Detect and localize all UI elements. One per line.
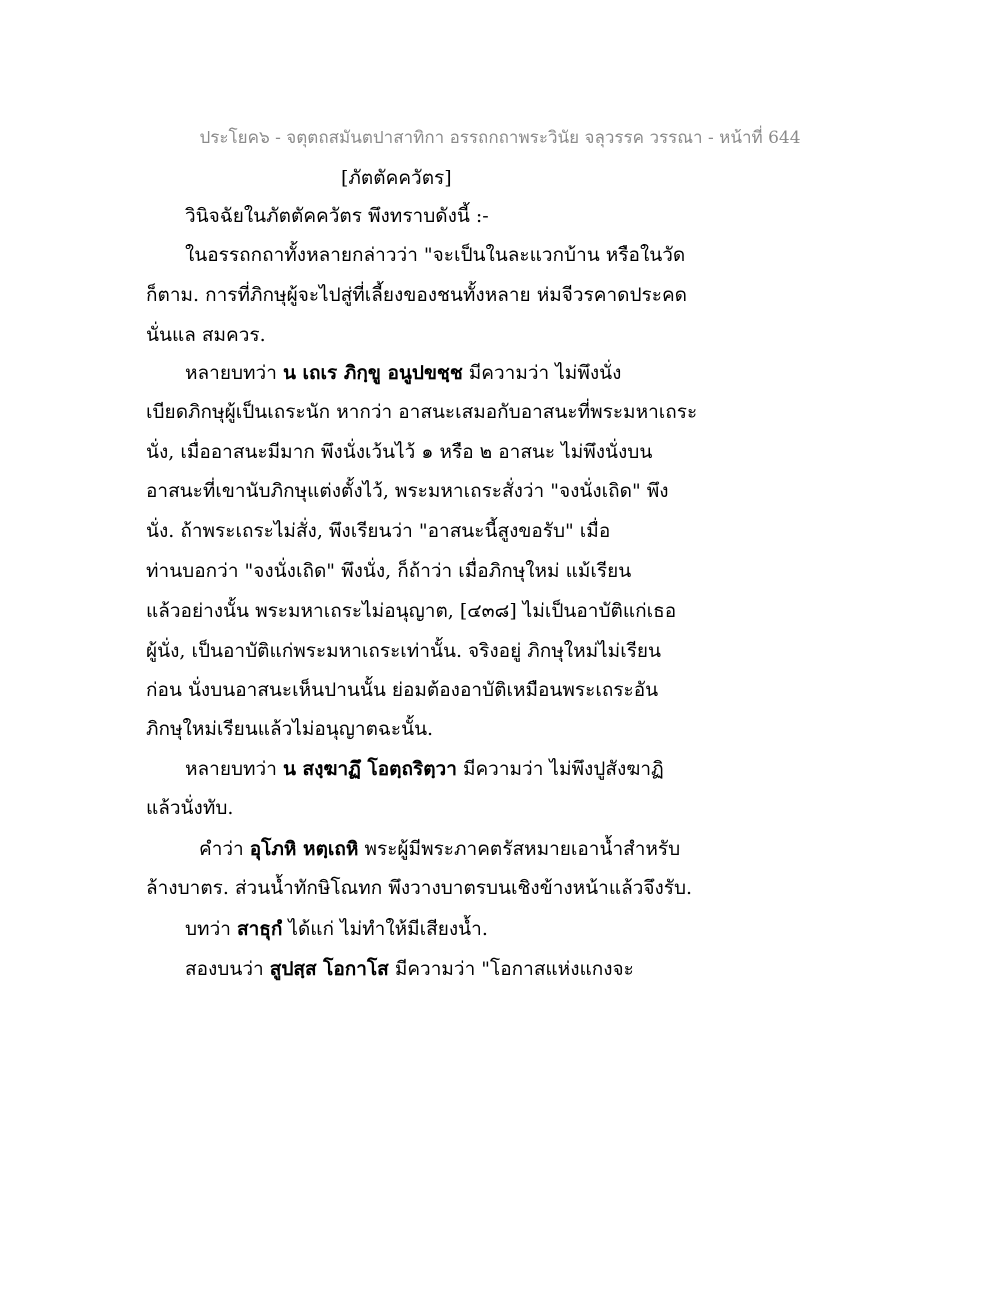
pali-term: สูปสฺส โอกาโส: [269, 958, 389, 980]
paragraph-line: [185, 362, 621, 385]
text-run: พระผู้มีพระภาคตรัสหมายเอาน้ำสำหรับ: [358, 838, 681, 860]
text-run: บทว่า: [185, 918, 237, 940]
paragraph-line: ผู้นั่ง, เป็นอาบัติแก่พระมหาเถระเท่านั้น. จริงอยู่ ภิกษุใหม่ไม่เรียน: [146, 640, 662, 662]
text-run: ได้แก่ ไม่ทำให้มีเสียงน้ำ.: [282, 918, 488, 940]
paragraph-line: อาสนะที่เขานับภิกษุแต่งตั้งไว้, พระมหาเถระสั่งว่า "จงนั่งเถิด" พึง: [146, 480, 669, 502]
paragraph-line: เบียดภิกษุผู้เป็นเถระนัก หากว่า อาสนะเสมอกับอาสนะที่พระมหาเถระ: [146, 401, 698, 423]
text-run: คำว่า: [199, 838, 250, 860]
text-run: มีความว่า ไม่พึงปูสังฆาฏิ: [456, 758, 664, 780]
text-run: มีความว่า ไม่พึงนั่ง: [462, 362, 622, 384]
paragraph-line: [185, 958, 634, 981]
paragraph-line: [185, 758, 664, 781]
paragraph-line: นั่ง. ถ้าพระเถระไม่สั่ง, พึงเรียนว่า "อาสนะนี้สูงขอรับ" เมื่อ: [146, 520, 611, 542]
text-run: สองบนว่า: [185, 958, 270, 980]
paragraph-line: แล้วนั่งทับ.: [146, 797, 234, 819]
paragraph-line: แล้วอย่างนั้น พระมหาเถระไม่อนุญาต, [๔๓๘] ไม่เป็นอาบัติแก่เธอ: [146, 600, 677, 622]
paragraph-line: นั่นแล สมควร.: [146, 324, 266, 346]
paragraph-line: ท่านบอกว่า "จงนั่งเถิด" พึงนั่ง, ก็ถ้าว่า เมื่อภิกษุใหม่ แม้เรียน: [146, 560, 632, 582]
text-run: หลายบทว่า: [185, 758, 283, 780]
pali-term: สาธุกํ: [236, 918, 283, 940]
paragraph-line: วินิจฉัยในภัตตัคควัตร พึงทราบดังนี้ :-: [185, 205, 489, 227]
text-run: หลายบทว่า: [185, 362, 283, 384]
paragraph-line: ก็ตาม. การที่ภิกษุผู้จะไปสู่ที่เลี้ยงของชนทั้งหลาย ห่มจีวรคาดประคด: [146, 284, 687, 306]
page-header: ประโยค๖ - จตุตถสมันตปาสาทิกา อรรถกถาพระวินัย จลุวรรค วรรณา - หน้าที่ 644: [199, 128, 801, 148]
paragraph-line: ล้างบาตร. ส่วนน้ำทักษิโณทก พึงวางบาตรบนเชิงข้างหน้าแล้วจึงรับ.: [146, 877, 693, 899]
pali-term: อุโภหิ หตฺเถหิ: [249, 838, 359, 860]
pali-term: น เถเร ภิกฺขู อนูปขชฺช: [282, 362, 463, 384]
paragraph-line: [185, 918, 488, 941]
paragraph-line: ในอรรถกถาทั้งหลายกล่าวว่า "จะเป็นในละแวกบ้าน หรือในวัด: [185, 244, 686, 266]
paragraph-line: [199, 838, 680, 861]
paragraph-line: ภิกษุใหม่เรียนแล้วไม่อนุญาตฉะนั้น.: [146, 718, 434, 740]
section-title: [ภัตตัคควัตร]: [341, 167, 452, 189]
paragraph-line: นั่ง, เมื่ออาสนะมีมาก พึงนั่งเว้นไว้ ๑ หรือ ๒ อาสนะ ไม่พึงนั่งบน: [146, 441, 653, 463]
paragraph-line: ก่อน นั่งบนอาสนะเห็นปานนั้น ย่อมต้องอาบัติเหมือนพระเถระอัน: [146, 679, 659, 701]
text-run: มีความว่า "โอกาสแห่งแกงจะ: [388, 958, 634, 980]
pali-term: น สงฺฆาฏึ โอตฺถริตฺวา: [282, 758, 457, 780]
